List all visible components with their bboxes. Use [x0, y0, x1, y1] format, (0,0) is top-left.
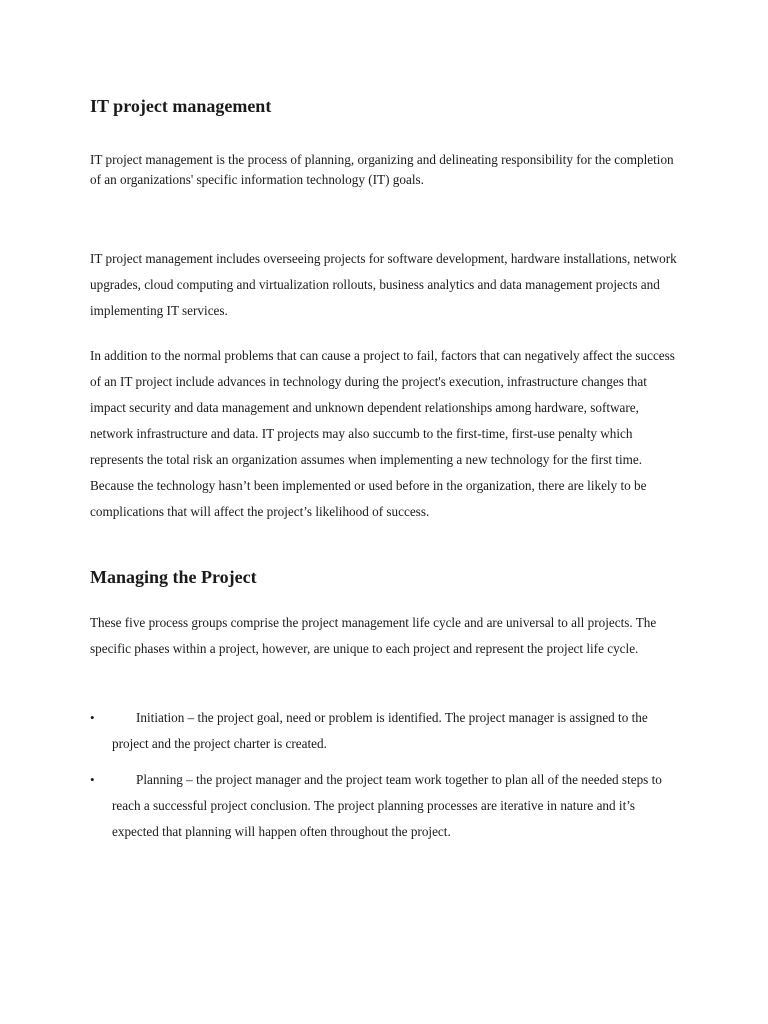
section-intro: These five process groups comprise the project management life cycle and are universal to all projects. The specific phases within a project, however, are unique to each project and represent the project life cycle.	[90, 615, 657, 656]
paragraph-risks: In addition to the normal problems that can cause a project to fail, factors that can negatively affect the success of an IT project include advances in technology during the project's execution, infrastructure changes that impact security and data management and unknown dependent relationships among hardware, software, network infrastructure and data. IT projects may also succumb to the first-time, first-use penalty which represents the total risk an organization assumes when implementing a new technology for the first time. Because the technology hasn’t been implemented or used before in the organization, there are likely to be complications that will affect the project’s likelihood of success.	[90, 348, 675, 519]
bullet-text: Planning – the project manager and the project team work together to plan all of the needed steps to reach a successful project conclusion. The project planning processes are iterative in nature and it’s expected that planning will happen often throughout the project.	[112, 772, 662, 839]
bullet-marker: •	[90, 772, 95, 787]
paragraph-scope: IT project management includes overseeing projects for software development, hardware installations, network upgrades, cloud computing and virtualization rollouts, business analytics and data management projects and implementing IT services.	[90, 251, 677, 318]
list-item	[90, 767, 680, 845]
paragraph-definition: IT project management is the process of planning, organizing and delineating responsibility for the completion of an organizations' specific information technology (IT) goals.	[90, 152, 674, 187]
section-title: Managing the Project	[90, 567, 257, 587]
bullet-text: Initiation – the project goal, need or problem is identified. The project manager is assigned to the project and the project charter is created.	[112, 710, 648, 751]
bullet-list-initiation	[90, 705, 680, 757]
document-title: IT project management	[90, 96, 272, 116]
list-item	[90, 705, 680, 757]
bullet-list-planning	[90, 767, 680, 845]
bullet-marker: •	[90, 710, 95, 725]
